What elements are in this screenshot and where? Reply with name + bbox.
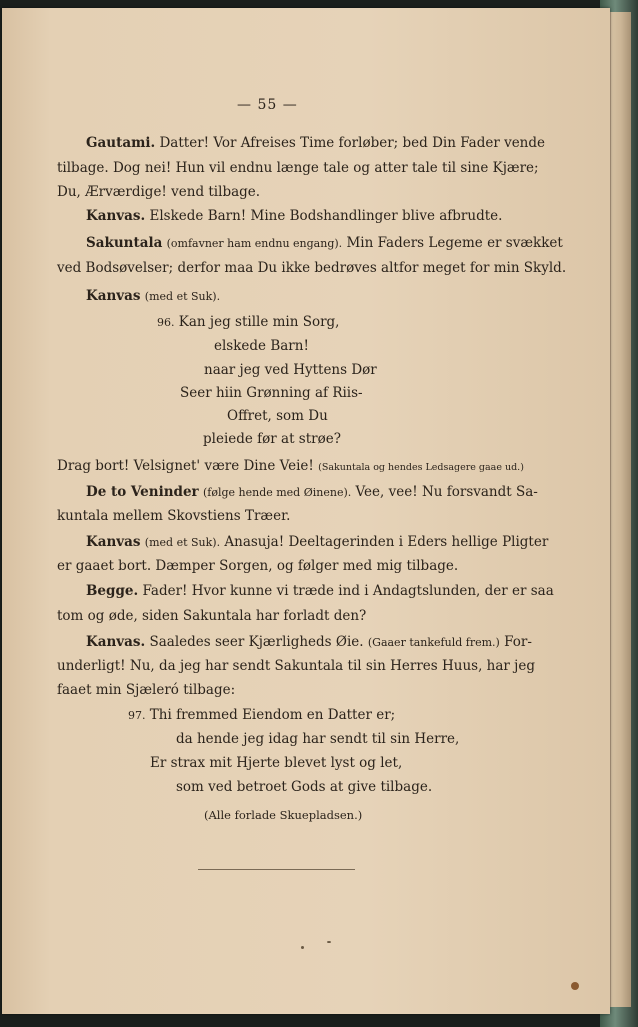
text-line: ved Bodsøvelser; derfor maa Du ikke bedrøves altfor meget for min Skyld. [57,260,567,276]
text-line: Du, Ærværdige! vend tilbage. [57,184,261,200]
page-edge [610,12,631,1007]
text-line [86,633,532,652]
line-text: Kan jeg stille min Sorg, [178,314,340,330]
line-text: Thi fremmed Eiendom en Datter er; [149,707,396,723]
verse-line [128,706,395,725]
speaker-name: De to Veninder [86,484,199,500]
text-line [86,582,554,600]
text-line [86,287,220,306]
line-text: Min Faders Legeme er svækket [346,235,563,251]
section-rule [198,869,355,870]
text-line: kuntala mellem Skovstiens Træer. [57,508,291,524]
speck [571,982,579,990]
text-line [57,457,524,477]
stage-direction: (Sakuntala og hendes Ledsagere gaae ud.) [318,462,524,473]
verse-line [157,313,339,332]
stage-direction: (med et Suk). [144,536,221,549]
verse-number: 96. [157,316,175,329]
text-line: underligt! Nu, da jeg har sendt Sakuntala til sin Herres Huus, har jeg [57,658,535,674]
line-text: Vee, vee! Nu forsvandt Sa- [355,484,538,500]
text-line [86,134,545,152]
stage-direction: (omfavner ham endnu engang). [166,237,343,250]
verse-number: 97. [128,709,146,722]
speaker-name: Gautami. [86,135,156,151]
speaker-name: Begge. [86,583,139,599]
text-line [86,533,548,552]
verse-line: pleiede før at strøe? [203,431,341,447]
verse-line: Offret, som Du [227,408,328,424]
stage-direction: (Gaaer tankefuld frem.) [367,636,500,649]
speck [301,946,304,949]
stage-direction: (Alle forlade Skuepladsen.) [204,808,363,822]
line-text: Anasuja! Deeltagerinden i Eders hellige Pligter [224,534,549,550]
verse-line: som ved betroet Gods at give tilbage. [176,779,433,795]
text-line: faaet min Sjæleró tilbage: [57,682,236,698]
line-text: Datter! Vor Afreises Time forløber; bed Din Fader vende [159,135,546,151]
speaker-name: Kanvas [86,288,141,304]
line-text: Fader! Hvor kunne vi træde ind i Andagtslunden, der er saa [142,583,554,599]
text-line [86,234,563,253]
speaker-name: Kanvas. [86,634,146,650]
speaker-name: Sakuntala [86,235,163,251]
text-line: tilbage. Dog nei! Hun vil endnu længe tale og atter tale til sine Kjære; [57,160,539,176]
speck [327,941,331,943]
line-text: Saaledes seer Kjærligheds Øie. [149,634,364,650]
verse-line: da hende jeg idag har sendt til sin Herre, [176,731,460,747]
line-text: Drag bort! Velsignet' være Dine Veie! [57,458,314,474]
text-line [86,207,502,225]
verse-line: naar jeg ved Hyttens Dør [204,362,377,378]
verse-line: Er strax mit Hjerte blevet lyst og let, [150,755,403,771]
stage-direction: (følge hende med Øinene). [202,486,352,499]
speaker-name: Kanvas. [86,208,146,224]
speaker-name: Kanvas [86,534,141,550]
stage-direction: (med et Suk). [144,290,221,303]
page-number: — 55 — [237,97,298,113]
line-text: Elskede Barn! Mine Bodshandlinger blive afbrudte. [149,208,503,224]
text-line: tom og øde, siden Sakuntala har forladt den? [57,608,367,624]
verse-line: elskede Barn! [214,338,309,354]
text-line [86,483,538,502]
line-text: For- [504,634,532,650]
verse-line: Seer hiin Grønning af Riis- [180,385,363,401]
text-line: er gaaet bort. Dæmper Sorgen, og følger med mig tilbage. [57,558,459,574]
